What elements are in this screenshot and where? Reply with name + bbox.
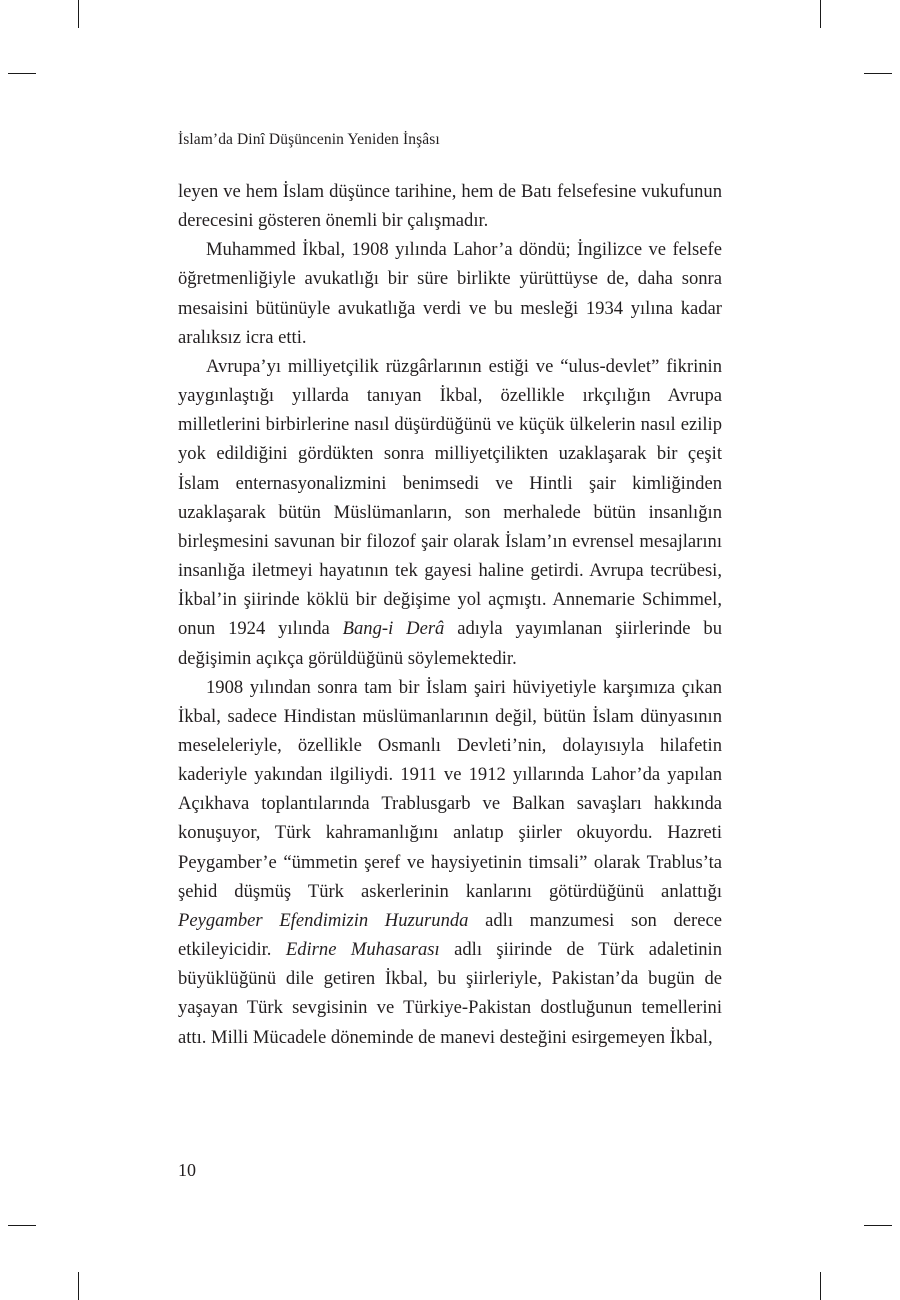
crop-mark-bottom-left <box>78 1272 79 1300</box>
paragraph-text: 1908 yılından sonra tam bir İslam şairi hüviyetiyle karşımıza çıkan İkbal, sadece Hindistan müslümanlarının değil, bütün İslam dünyasının meseleleriyle, özellikle Osmanlı Devleti’nin, dolayısıyla hilafetin kaderiyle yakından ilgiliydi. 1911 ve 1912 yıllarında Lahor’da yapılan Açıkhava toplantılarında Trablusgarb ve Balkan savaşları hakkında konuşuyor, Türk kahramanlığını anlatıp şiirler okuyordu. Hazreti Peygamber’e “ümmetin şeref ve haysiyetinin timsali” olarak Trablus’ta şehid düşmüş Türk askerlerinin kanlarını götürdüğünü anlattığı <box>178 676 722 902</box>
crop-mark-right-top <box>864 73 892 74</box>
paragraph-text: adlı manzumesi son derece etkileyicidir. <box>178 909 722 961</box>
page-number: 10 <box>178 1160 196 1180</box>
crop-mark-top-right <box>820 0 821 28</box>
paragraph <box>178 673 722 1052</box>
crop-mark-right-bottom <box>864 1225 892 1226</box>
paragraph <box>178 352 722 673</box>
crop-mark-left-bottom <box>8 1225 36 1226</box>
paragraph <box>178 177 722 235</box>
italic-title: Edirne Muhasarası <box>285 939 440 961</box>
italic-title: Bang-i Derâ <box>342 618 445 640</box>
paragraph-text: adlı şiirinde de Türk adaletinin büyüklüğünü dile getiren İkbal, bu şiirleriyle, Pakistan’da bugün de yaşayan Türk sevgisinin ve Türkiye-Pakistan dostluğunun temellerini attı. Milli Mücadele döneminde de manevi desteğini esirgemeyen İkbal, <box>178 939 723 1048</box>
paragraph-text: Avrupa’yı milliyetçilik rüzgârlarının estiği ve “ulus-devlet” fikrinin yaygınlaştığı yıllarda tanıyan İkbal, özellikle ırkçılığın Avrupa milletlerini birbirlerine nasıl düşürdüğünü ve küçük ülkelerin nasıl ezilip yok edildiğini gördükten sonra milliyetçilikten uzaklaşarak bir çeşit İslam enternasyonalizmini benimsedi ve Hintli şair kimliğinden uzaklaşarak bütün Müslümanların, son merhalede bütün insanlığın birleşmesini savunan bir filozof şair olarak İslam’ın evrensel mesajlarını insanlığa iletmeyi hayatının tek gayesi haline getirdi. Avrupa tecrübesi, İkbal’in şiirinde köklü bir değişime yol açmıştı. Annemarie Schimmel, onun 1924 yılında <box>178 355 722 640</box>
crop-mark-left-top <box>8 73 36 74</box>
paragraph <box>178 235 722 352</box>
paragraph-text: leyen ve hem İslam düşünce tarihine, hem de Batı felsefesine vukufunun derecesini gösteren önemli bir çalışmadır. <box>178 181 722 232</box>
italic-title: Peygamber Efendimizin Huzurunda <box>178 909 469 931</box>
paragraph-text: adıyla yayımlanan şiirlerinde bu değişimin açıkça görüldüğünü söylemektedir. <box>178 618 723 669</box>
crop-mark-bottom-right <box>820 1272 821 1300</box>
running-header: İslam’da Dinî Düşüncenin Yeniden İnşâsı <box>178 131 440 148</box>
body-text <box>178 177 722 1052</box>
crop-mark-top-left <box>78 0 79 28</box>
paragraph-text: Muhammed İkbal, 1908 yılında Lahor’a döndü; İngilizce ve felsefe öğretmenliğiyle avukatlığı bir süre birlikte yürüttüyse de, daha sonra mesaisini bütünüyle avukatlığa verdi ve bu mesleği 1934 yılına kadar aralıksız icra etti. <box>178 239 722 348</box>
